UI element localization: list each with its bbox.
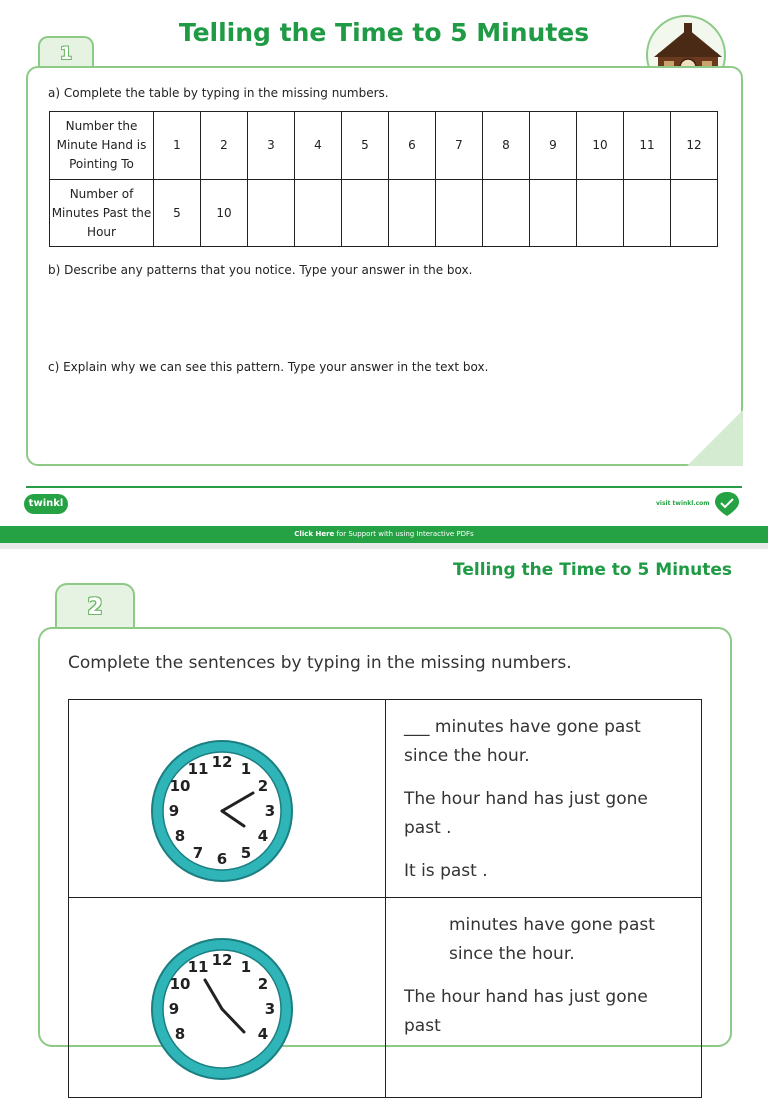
table-cell: 4 [295, 112, 342, 180]
clock-number: 2 [257, 975, 269, 993]
worksheet-page-2 [0, 549, 768, 1043]
instruction-text: Complete the sentences by typing in the missing numbers. [68, 653, 572, 673]
answer-cell[interactable]: 5 [154, 180, 201, 247]
clock-number: 2 [257, 777, 269, 795]
table-cell: 8 [483, 112, 530, 180]
visit-link[interactable]: visit twinkl.com [656, 500, 710, 507]
table-cell: 2 [201, 112, 248, 180]
clock-number: 12 [211, 951, 233, 969]
clock-number: 11 [187, 958, 209, 976]
answer-cell[interactable] [295, 180, 342, 247]
clock-number: 9 [168, 802, 180, 820]
answer-cell[interactable] [342, 180, 389, 247]
answer-cell[interactable] [530, 180, 577, 247]
answer-cell[interactable]: 10 [201, 180, 248, 247]
corner-decoration [687, 410, 743, 466]
sentence-minutes[interactable]: minutes have gone past since the hour. [449, 915, 655, 964]
table-row [50, 180, 718, 247]
footer-divider [26, 486, 742, 488]
clock-number: 9 [168, 1000, 180, 1018]
quality-badge-icon [712, 490, 742, 518]
table-row [69, 898, 702, 1098]
clock-number: 7 [192, 844, 204, 862]
worksheet-page-1 [0, 0, 768, 545]
table-cell: 9 [530, 112, 577, 180]
clock-face-icon [149, 738, 295, 884]
twinkl-logo[interactable]: twinkl [24, 494, 68, 514]
sentence-hour-hand[interactable]: The hour hand has just gone past [404, 987, 648, 1036]
clock-face-icon [149, 936, 295, 1082]
clock-number: 3 [264, 1000, 276, 1018]
support-bar [0, 526, 768, 543]
sentence-hour-hand[interactable]: The hour hand has just gone past . [404, 789, 648, 838]
table-cell: 12 [671, 112, 718, 180]
table-cell: 3 [248, 112, 295, 180]
clock-number: 1 [240, 958, 252, 976]
question-number-tab: 2 [55, 583, 135, 629]
page-title: Telling the Time to 5 Minutes [178, 18, 590, 47]
table-cell: 5 [342, 112, 389, 180]
clock-number: 11 [187, 760, 209, 778]
row-header-minute-hand: Number the Minute Hand is Pointing To [50, 112, 154, 180]
answer-cell[interactable] [248, 180, 295, 247]
table-cell: 11 [624, 112, 671, 180]
table-row [50, 112, 718, 180]
table-cell: 10 [577, 112, 624, 180]
support-link[interactable]: Click Here [294, 530, 335, 538]
answer-cell[interactable] [624, 180, 671, 247]
clock-number: 10 [169, 777, 191, 795]
clock-cell [69, 700, 386, 898]
row-header-minutes-past: Number of Minutes Past the Hour [50, 180, 154, 247]
clock-number: 10 [169, 975, 191, 993]
sentence-cell [386, 700, 702, 898]
question-c-text: c) Explain why we can see this pattern. Type your answer in the text box. [48, 360, 489, 374]
answer-cell[interactable] [483, 180, 530, 247]
clock-table [68, 699, 702, 1098]
clock-number: 3 [264, 802, 276, 820]
answer-cell[interactable] [436, 180, 483, 247]
clock-number: 8 [174, 827, 186, 845]
clock-cell [69, 898, 386, 1098]
question-number-tab: 1 [38, 36, 94, 70]
clock-number: 12 [211, 753, 233, 771]
page-title: Telling the Time to 5 Minutes [453, 560, 732, 580]
answer-cell[interactable] [389, 180, 436, 247]
clock-number: 4 [257, 827, 269, 845]
clock-number: 6 [216, 850, 228, 868]
question-a-text: a) Complete the table by typing in the missing numbers. [48, 86, 389, 100]
table-cell: 7 [436, 112, 483, 180]
table-row [69, 700, 702, 898]
sentence-time[interactable]: It is past . [404, 861, 488, 881]
minutes-table [49, 111, 718, 247]
answer-cell[interactable] [577, 180, 624, 247]
answer-cell[interactable] [671, 180, 718, 247]
sentence-cell [386, 898, 702, 1098]
clock-number: 1 [240, 760, 252, 778]
sentence-minutes[interactable]: ___ minutes have gone past since the hour. [404, 717, 641, 766]
clock-number: 4 [257, 1025, 269, 1043]
question-b-text: b) Describe any patterns that you notice. Type your answer in the box. [48, 263, 473, 277]
clock-number: 5 [240, 844, 252, 862]
support-text: for Support with using Interactive PDFs [334, 530, 474, 538]
table-cell: 1 [154, 112, 201, 180]
clock-number: 8 [174, 1025, 186, 1043]
table-cell: 6 [389, 112, 436, 180]
